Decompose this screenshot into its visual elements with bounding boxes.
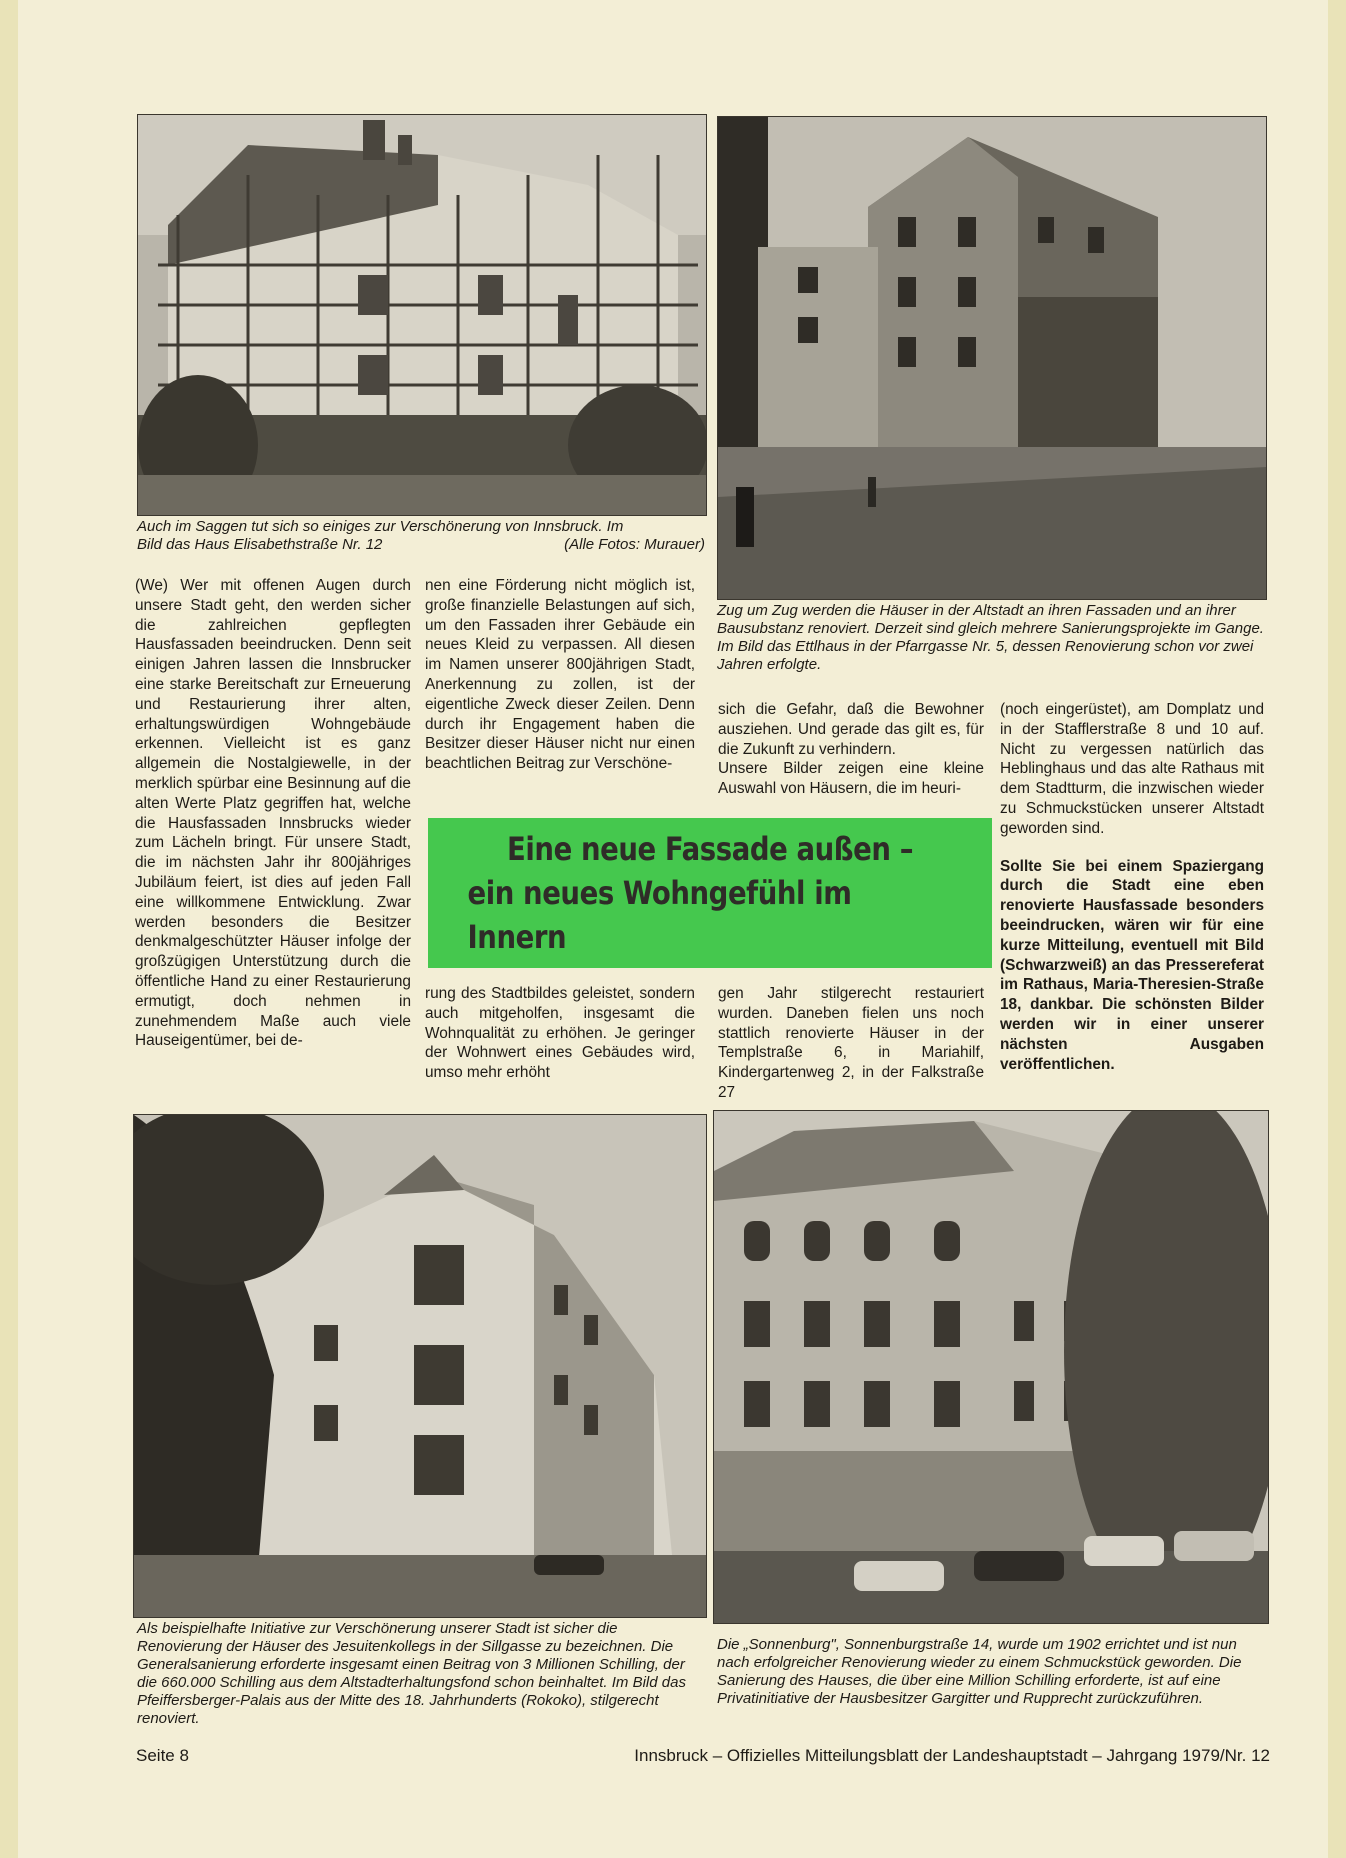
page-number: Seite 8: [136, 1746, 189, 1765]
photo-pfeiffersberger-palais: [133, 1114, 707, 1618]
newspaper-page: [18, 0, 1328, 1858]
article-column-1: [135, 576, 411, 1051]
photo4-caption: [717, 1636, 1267, 1708]
photo3-caption: [137, 1620, 705, 1728]
photo1-caption-line2: Bild das Haus Elisabethstraße Nr. 12: [137, 536, 383, 553]
publication-line: Innsbruck – Offizielles Mitteilungsblatt der Landeshauptstadt – Jahrgang 1979/Nr. 12: [634, 1746, 1270, 1765]
photo-elisabethstrasse-house: [137, 114, 707, 516]
article-col1-text: (We) Wer mit offenen Augen durch unsere Stadt geht, den werden sicher die zahlreichen gepflegten Hausfassaden beeindrucken. Denn seit einigen Jahren lassen die Innsbrucker eine starke Bereitschaft zur Erneuerung und Restaurierung ihrer alten, erhaltungswürdigen Wohngebäude erkennen. Vielleicht ist es ganz allgemein die Nostalgiewelle, in der merklich spürbar eine Besinnung auf die alten Werte Platz gegriffen hat, welche die Hausfassaden Innsbrucks wieder zum Lächeln bringt. Für unsere Stadt, die im nächsten Jahr ihr 800jähriges Jubiläum feiert, ist dies auf jeden Fall eine willkommene Entwicklung. Zwar werden besonders die Besitzer denkmalgeschützter Häuser infolge der großzügigen Unterstützung durch die öffentliche Hand zu einer Restaurierung ermutigt, doch nehmen in zunehmendem Maße auch viele Hauseigentümer, bei de-: [135, 577, 411, 1050]
photo-credit: (Alle Fotos: Murauer): [564, 536, 705, 553]
photo-ettlhaus: [717, 116, 1267, 600]
photo-sonnenburg: [713, 1110, 1269, 1624]
article-column-2-bottom: [425, 984, 695, 1083]
article-col2-top-text: nen eine Förderung nicht möglich ist, große finanzielle Belastungen auf sich, um den Fassaden ihrer Gebäude ein neues Kleid zu verpassen. All diesen im Namen unserer 800jährigen Stadt, Anerkennung zu zollen, ist der eigentliche Zweck dieser Zeilen. Denn durch ihr Engagement haben die Besitzer dieser Häuser nicht nur einen beachtlichen Beitrag zur Verschöne-: [425, 577, 695, 773]
article-column-4: [1000, 700, 1264, 1074]
headline-line2: ein neues Wohngefühl im Innern: [467, 874, 852, 956]
photo1-caption-line1: Auch im Saggen tut sich so einiges zur Verschönerung von Innsbruck. Im: [137, 518, 624, 535]
article-column-3-top: [718, 700, 984, 799]
article-col4-p1: (noch eingerüstet), am Domplatz und in der Stafflerstraße 8 und 10 auf. Nicht zu vergessen natürlich das Heblinghaus und das alte Rathaus mit dem Stadtturm, die inzwischen wieder zu Schmuckstücken unserer Altstadt geworden sind.: [1000, 701, 1264, 837]
article-column-2-top: [425, 576, 695, 774]
headline-line1: Eine neue Fassade außen –: [506, 830, 914, 868]
photo2-caption-text: Zug um Zug werden die Häuser in der Altstadt an ihren Fassaden und an ihrer Bausubstanz renoviert. Derzeit sind gleich mehrere Sanierungsprojekte im Gange. Im Bild das Ettlhaus in der Pfarrgasse Nr. 5, dessen Renovierung schon vor zwei Jahren erfolgte.: [717, 602, 1264, 673]
photo1-caption: [137, 518, 705, 554]
article-col4-p2: Sollte Sie bei einem Spaziergang durch die Stadt eine eben renovierte Hausfassade besonders beeindrucken, wären wir für eine kurze Mitteilung, eventuell mit Bild (Schwarzweiß) an das Pressereferat im Rathaus, Maria-Theresien-Straße 18, dankbar. Die schönsten Bilder werden wir in einer unserer nächsten Ausgaben veröffentlichen.: [1000, 857, 1264, 1073]
article-col3-bottom-text: gen Jahr stilgerecht restauriert wurden. Daneben fielen uns noch stattlich renovierte Häuser in der Templstraße 6, in Mariahilf, Kindergartenweg 2, in der Falkstraße 27: [718, 985, 984, 1101]
article-col2-bottom-text: rung des Stadtbildes geleistet, sondern auch mitgeholfen, insgesamt die Wohnqualität zu erhöhen. Je geringer der Wohnwert eines Gebäudes wird, umso mehr erhöht: [425, 985, 695, 1082]
article-col3-p2: Unsere Bilder zeigen eine kleine Auswahl von Häusern, die im heuri-: [718, 760, 984, 798]
article-headline: [428, 818, 992, 968]
article-col3-p1: sich die Gefahr, daß die Bewohner ausziehen. Und gerade das gilt es, für die Zukunft zu verhindern.: [718, 701, 984, 758]
photo2-caption: [717, 602, 1267, 674]
photo3-caption-text: Als beispielhafte Initiative zur Verschönerung unserer Stadt ist sicher die Renovierung der Häuser des Jesuitenkollegs in der Sillgasse zu bezeichnen. Die Generalsanierung erforderte insgesamt einen Beitrag von 3 Millionen Schilling, der die 660.000 Schilling aus dem Altstadterhaltungsfond schon beinhaltet. Im Bild das Pfeiffersberger-Palais aus der Mitte des 18. Jahrhunderts (Rokoko), stilgerecht renoviert.: [137, 1620, 686, 1727]
photo4-caption-text: Die „Sonnenburg", Sonnenburgstraße 14, wurde um 1902 errichtet und ist nun nach erfolgreicher Renovierung wieder zu einem Schmuckstück geworden. Die Sanierung des Hauses, die über eine Million Schilling erforderte, ist auf eine Privatinitiative der Hausbesitzer Gargitter und Rupprecht zurückzuführen.: [717, 1636, 1242, 1707]
article-column-3-bottom: [718, 984, 984, 1103]
